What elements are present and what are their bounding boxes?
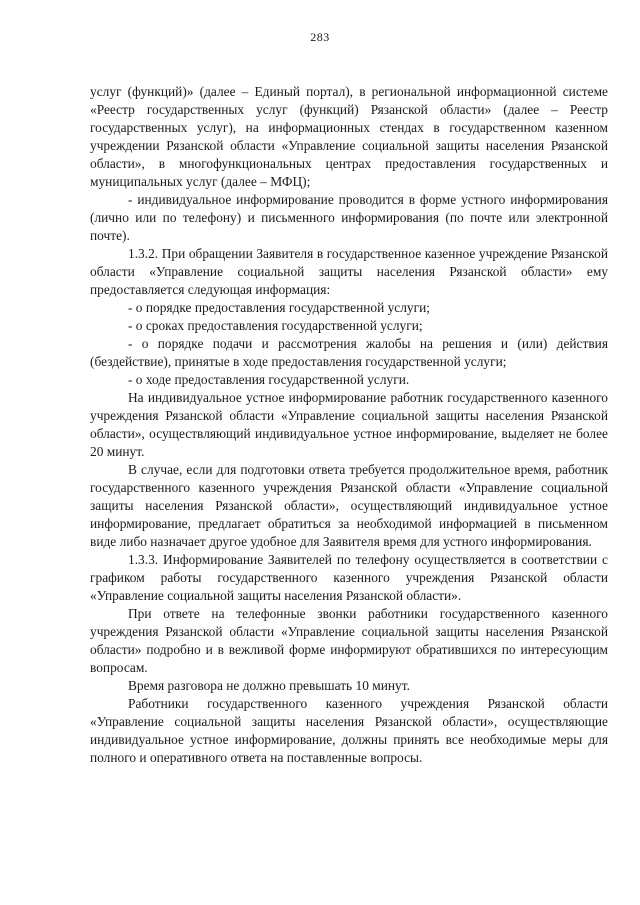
paragraph: При ответе на телефонные звонки работники государственного казенного учреждения Рязанской области «Управление социальной защиты населения Рязанской области» подробно и в вежливой форме информируют обратившихся по интересующим вопросам. (90, 606, 608, 675)
paragraph: На индивидуальное устное информирование работник государственного казенного учреждения Рязанской области «Управление социальной защиты населения Рязанской области», осуществляющий индивидуальное устное информирование, выделяет не более 20 минут. (90, 390, 608, 459)
document-body (90, 83, 608, 767)
page-number: 283 (310, 30, 330, 44)
list-item: - индивидуальное информирование проводится в форме устного информирования (лично или по телефону) и письменного информирования (по почте или электронной почте). (90, 192, 608, 243)
paragraph: Работники государственного казенного учреждения Рязанской области «Управление социальной защиты населения Рязанской области», осуществляющие индивидуальное устное информирование, должны принять все необходимые меры для полного и оперативного ответа на поставленные вопросы. (90, 696, 608, 765)
paragraph: услуг (функций)» (далее – Единый портал), в региональной информационной системе «Реестр государственных услуг (функций) Рязанской области» (далее – Реестр государственных услуг), на информационных стендах в государственном казенном учреждении Рязанской области «Управление социальной защиты населения Рязанской области», в многофункциональных центрах предоставления государственных и муниципальных услуг (далее – МФЦ); (90, 84, 608, 189)
list-item: - о порядке подачи и рассмотрения жалобы на решения и (или) действия (бездействие), принятые в ходе предоставления государственной услуги; (90, 336, 608, 369)
list-item: - о порядке предоставления государственной услуги; (128, 300, 431, 315)
list-item: - о сроках предоставления государственной услуги; (128, 318, 423, 333)
paragraph: В случае, если для подготовки ответа требуется продолжительное время, работник государственного казенного учреждения Рязанской области «Управление социальной защиты населения Рязанской области», осуществляющий индивидуальное устное информирование, предлагает обратиться за необходимой информацией в письменном виде либо назначает другое удобное для Заявителя время для устного информирования. (90, 462, 608, 549)
section-paragraph: 1.3.2. При обращении Заявителя в государственное казенное учреждение Рязанской области «Управление социальной защиты населения Рязанской области» ему предоставляется следующая информация: (90, 246, 608, 297)
section-paragraph: 1.3.3. Информирование Заявителей по телефону осуществляется в соответствии с графиком работы государственного казенного учреждения Рязанской области «Управление социальной защиты населения Рязанской области». (90, 552, 608, 603)
paragraph: Время разговора не должно превышать 10 минут. (128, 678, 410, 693)
list-item: - о ходе предоставления государственной услуги. (128, 372, 410, 387)
